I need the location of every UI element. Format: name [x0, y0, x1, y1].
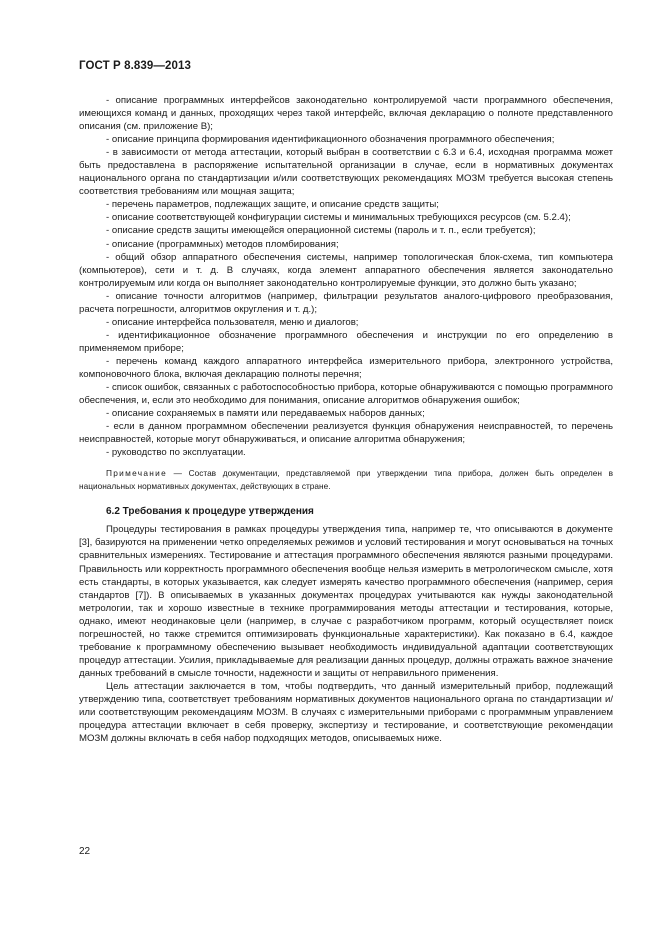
list-item: - перечень команд каждого аппаратного интерфейса измерительного прибора, электронного устройства, компоновочного блока, включая декларацию полноты перечня; [79, 355, 613, 380]
list-item: - перечень параметров, подлежащих защите, и описание средств защиты; [106, 199, 439, 211]
list-item: - если в данном программном обеспечении реализуется функция обнаружения неисправностей, то перечень неисправностей, которые могут обнаруживаться, и описание алгоритма обнаружения; [79, 421, 613, 446]
list-item: - описание принципа формирования идентификационного обозначения программного обеспечения; [106, 134, 555, 146]
paragraph: Процедуры тестирования в рамках процедуры утверждения типа, например те, что описываются в документе [3], базируются на применении четко определяемых режимов и условий тестирования и могут основываться на точных сравнительных измерениях. Тестирование и аттестация программного обеспечения являются разными процедурами. Правильность или корректность программного обеспечения вообще нельзя измерить в метрологическом смысле, хотя есть стандарты, в которых указывается, как следует измерять качество программного обеспечения (например, серия стандартов [7]). В описываемых в указанных документах процедурах учитываются как нужды законодательной метрологии, так и хорошо известные в технике программирования методы аттестации и тестирования, которые, однако, имеют неодинаковые цели (например, в случае с разработчиком программ, который осуществляет поиск погрешностей, но также стремится оптимизировать функциональные характеристики). Как показано в 6.4, каждое требование к программному обеспечению вызывает необходимость индивидуальной адаптации соответствующих процедур аттестации. Усилия, прикладываемые для реализации данных процедур, должны отражать важное значение данных требований в смысле точности, надежности и защиты от неправильного применения. [79, 524, 613, 679]
list-item: - руководство по эксплуатации. [106, 447, 246, 459]
list-item: - общий обзор аппаратного обеспечения системы, например топологическая блок-схема, тип компьютера (компьютеров), сети и т. д. В случаях, когда элемент аппаратного обеспечения является законодательно контролируемым или когда он выполняет законодательно контролируемые функции, это должно быть указано; [79, 251, 613, 289]
paragraph: Цель аттестации заключается в том, чтобы подтвердить, что данный измерительный прибор, подлежащий утверждению типа, соответствует требованиям нормативных документов национального органа по стандартизации и/или соответствующим рекомендациям МОЗМ. В случаях с измерительными приборами с программным управлением процедура аттестации включает в себя проверку, экспертизу и тестирование, и соответствующие рекомендации МОЗМ должны включать в себя набор подходящих методов, описываемых ниже. [79, 680, 613, 745]
list-item: - описание средств защиты имеющейся операционной системы (пароль и т. п., если требуется); [106, 225, 536, 237]
note-label: Примечание [106, 468, 168, 479]
list-item: - описание (программных) методов пломбирования; [106, 238, 339, 250]
list-item: - список ошибок, связанных с работоспособностью прибора, которые обнаруживаются с помощью программного обеспечения, и, если это необходимо для понимания, описание алгоритмов обнаружения ошибок; [79, 382, 613, 407]
section-heading: 6.2 Требования к процедуре утверждения [106, 506, 314, 518]
page-number: 22 [79, 846, 91, 857]
list-item: - описание программных интерфейсов законодательно контролируемой части программного обеспечения, имеющихся команд и данных, проходящих через такой интерфейс, включая декларацию о полноте представленного описания (см. приложение В); [79, 95, 613, 133]
list-item: - описание сохраняемых в памяти или передаваемых наборов данных; [106, 408, 425, 420]
list-item: - идентификационное обозначение программного обеспечения и инструкции по его определению в применяемом приборе; [79, 329, 613, 354]
page-content [79, 94, 613, 745]
note [79, 467, 613, 492]
list-item: - описание соответствующей конфигурации системы и минимальных требующихся ресурсов (см. 5.2.4); [106, 212, 571, 224]
note-text: — Состав документации, представляемой при утверждении типа прибора, должен быть определен в национальных нормативных документах, действующих в стране. [79, 468, 613, 491]
document-header: ГОСТ Р 8.839—2013 [79, 60, 191, 72]
list-item: - описание точности алгоритмов (например, фильтрации результатов аналого-цифрового преобразования, расчета погрешности, алгоритмов округления и т. д.); [79, 290, 613, 315]
list-item: - описание интерфейса пользователя, меню и диалогов; [106, 316, 359, 328]
list-item: - в зависимости от метода аттестации, который выбран в соответствии с 6.3 и 6.4, исходная программа может быть предоставлена в распоряжение испытательной организации в случае, если в нормативных документах национального органа по стандартизации и/или соответствующих рекомендациях МОЗМ требуется высокая степень соответствия требованиям или мощная защита; [79, 147, 613, 198]
